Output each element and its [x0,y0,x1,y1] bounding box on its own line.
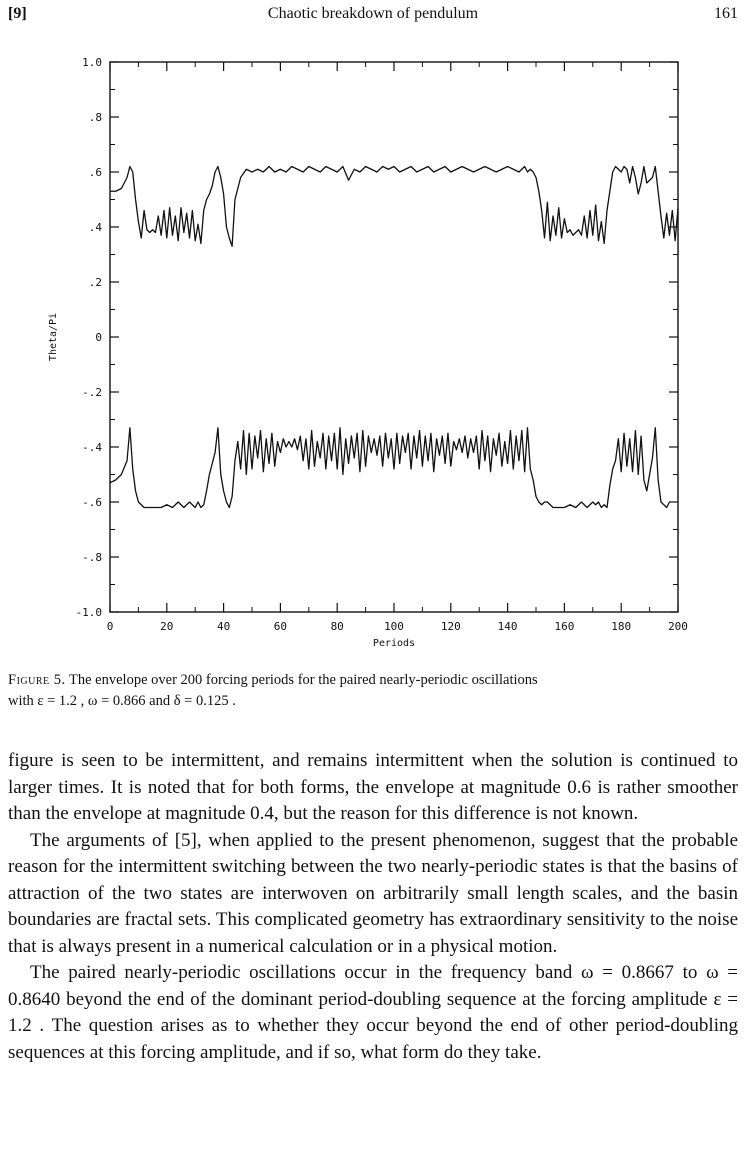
envelope-chart [0,40,750,660]
x-tick-label: 60 [273,620,288,633]
x-tick-label: 0 [106,620,114,633]
x-tick-label: 20 [160,620,174,633]
lower-envelope-line [110,428,669,508]
y-tick-label: -.2 [82,386,102,399]
caption-line-2: with ε = 1.2 , ω = 0.866 and δ = 0.125 . [8,693,236,709]
y-tick-label: 0 [95,331,102,344]
y-tick-label: -.8 [82,551,102,564]
section-number: [9] [8,5,27,22]
y-tick-label: -1.0 [75,606,102,619]
paragraph-3: The paired nearly-periodic oscillations occur in the frequency band ω = 0.8667 to ω = 0.8640 beyond the end of the dominant period-doubling sequence at the forcing amplitude ε = 1.2 . The question arises as to whether they occur beyond the end of other period-doubling sequences at this forcing amplitude, and if so, what form do they take. [8,962,738,1063]
page-number: 161 [714,5,738,22]
y-tick-label: 1.0 [82,56,102,69]
series-lines [110,167,678,508]
x-tick-label: 120 [440,620,461,633]
x-tick-label: 100 [384,620,404,633]
x-tick-label: 180 [611,620,632,633]
running-title: Chaotic breakdown of pendulum [267,5,479,22]
plot-frame [110,62,678,612]
y-tick-label: -.4 [82,441,102,454]
axis-labels [48,313,415,649]
x-tick-label: 40 [216,620,231,633]
running-head [8,5,738,27]
x-tick-label: 160 [554,620,575,633]
ticks [76,56,688,633]
figure-label: Figure 5. [8,672,66,688]
body-text [8,748,738,1066]
y-tick-label: .8 [88,111,102,124]
paragraph-2: The arguments of [5], when applied to the present phenomenon, suggest that the probable reason for the intermittent switching between the two nearly-periodic states is that the basins of attraction of the two states are interwoven on arbitrarily small length scales, and the basin boundaries are fractal sets. This complicated geometry has extraordinary sensitivity to the noise that is always present in a numerical calculation or in a physical motion. [8,829,738,957]
caption-line-1: The envelope over 200 forcing periods for the paired nearly-periodic oscillations [69,672,538,688]
x-tick-label: 80 [330,620,344,633]
y-tick-label: .2 [88,276,102,289]
y-tick-label: .4 [88,221,102,234]
x-tick-label: 140 [497,620,518,633]
x-axis-label: Periods [372,638,416,649]
y-tick-label: .6 [88,166,102,179]
paragraph-1: figure is seen to be intermittent, and remains intermittent when the solution is continued to larger times. It is noted that for both forms, the envelope at magnitude 0.6 is rather smoother than the envelope at magnitude 0.4, but the reason for this difference is not known. [8,750,738,824]
x-tick-label: 200 [668,620,688,633]
y-tick-label: -.6 [82,496,102,509]
figure-caption [8,670,738,712]
upper-envelope-line [110,167,678,247]
figure-5 [0,40,750,660]
y-axis-label: Theta/Pi [48,312,59,362]
axes [110,62,678,612]
